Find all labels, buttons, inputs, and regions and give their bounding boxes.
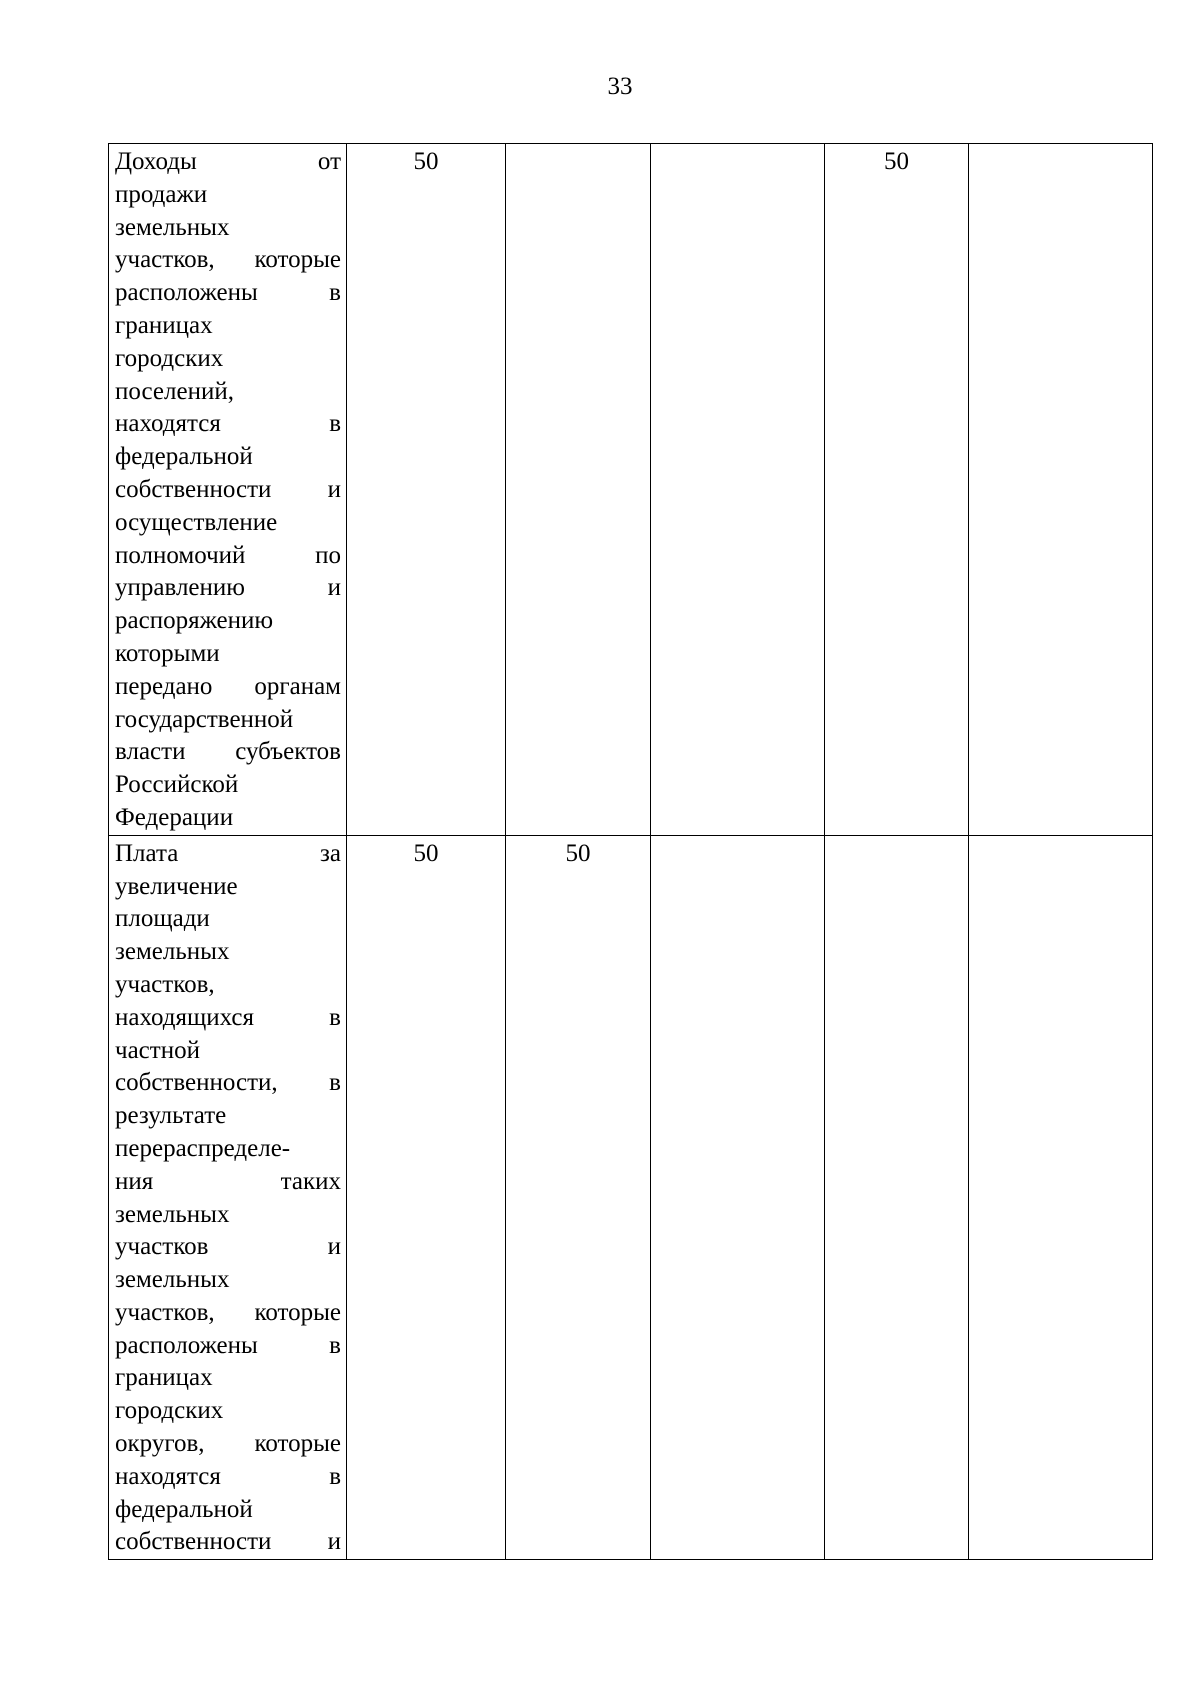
income-name-line: земельных xyxy=(115,1266,230,1294)
income-name-line: городских xyxy=(115,344,224,372)
income-name-line: находятся в xyxy=(115,1462,341,1490)
income-name-line: результате xyxy=(115,1102,227,1130)
value-cell xyxy=(651,144,825,836)
value-cell xyxy=(651,835,825,1560)
income-name-line: земельных xyxy=(115,938,230,966)
income-name-line: округов, которые xyxy=(115,1430,341,1458)
income-name-line: расположены в xyxy=(115,279,341,307)
income-name-line: управлению и xyxy=(115,574,341,602)
income-name-line: ния таких xyxy=(115,1167,341,1195)
value-cell: 50 xyxy=(347,144,506,836)
income-name-line: полномочий по xyxy=(115,541,341,569)
income-name-line: участков, которые xyxy=(115,1298,341,1326)
value-cell xyxy=(969,144,1153,836)
income-name-line: государственной xyxy=(115,705,294,733)
income-name-line: продажи xyxy=(115,180,208,208)
income-name-line: федеральной xyxy=(115,1495,253,1523)
income-name-line: Плата за xyxy=(115,839,341,867)
income-name-line: городских xyxy=(115,1397,224,1425)
income-name-line: земельных xyxy=(115,1200,230,1228)
income-name-line: участков и xyxy=(115,1233,341,1261)
income-name-line: собственности и xyxy=(115,475,341,503)
income-name-line: участков, xyxy=(115,970,215,998)
value-cell xyxy=(506,144,651,836)
income-name-line: власти субъектов xyxy=(115,738,341,766)
income-name-line: находящихся в xyxy=(115,1003,341,1031)
income-name-line: границах xyxy=(115,1364,213,1392)
budget-table xyxy=(108,143,1153,1560)
value-cell: 50 xyxy=(825,144,969,836)
income-name-line: Федерации xyxy=(115,803,234,831)
income-name-line: Доходы от xyxy=(115,148,341,175)
income-name-cell xyxy=(109,144,347,836)
income-name-line: Российской xyxy=(115,771,239,799)
income-name-line: участков, которые xyxy=(115,246,341,274)
income-name-line: собственности и xyxy=(115,1528,341,1556)
page-number: 33 xyxy=(607,73,633,100)
income-name-line: перераспределе- xyxy=(115,1134,291,1162)
income-name-line: поселений, xyxy=(115,377,234,405)
income-name-line: собственности, в xyxy=(115,1069,341,1097)
income-name-line: находятся в xyxy=(115,410,341,438)
table-row xyxy=(109,144,1153,836)
income-name-cell xyxy=(109,835,347,1560)
income-name-line: расположены в xyxy=(115,1331,341,1359)
income-name-line: увеличение xyxy=(115,872,238,900)
income-name-line: передано органам xyxy=(115,672,341,700)
value-cell xyxy=(969,835,1153,1560)
value-cell: 50 xyxy=(506,835,651,1560)
income-name-line: земельных xyxy=(115,213,230,241)
value-cell xyxy=(825,835,969,1560)
income-name-line: распоряжению xyxy=(115,607,274,635)
income-name-line: которыми xyxy=(115,639,220,667)
income-name-line: площади xyxy=(115,905,210,933)
value-cell: 50 xyxy=(347,835,506,1560)
income-name-line: частной xyxy=(115,1036,200,1064)
income-name-line: осуществление xyxy=(115,508,278,536)
income-name-line: федеральной xyxy=(115,443,253,471)
table-row xyxy=(109,835,1153,1560)
income-name-line: границах xyxy=(115,311,213,339)
